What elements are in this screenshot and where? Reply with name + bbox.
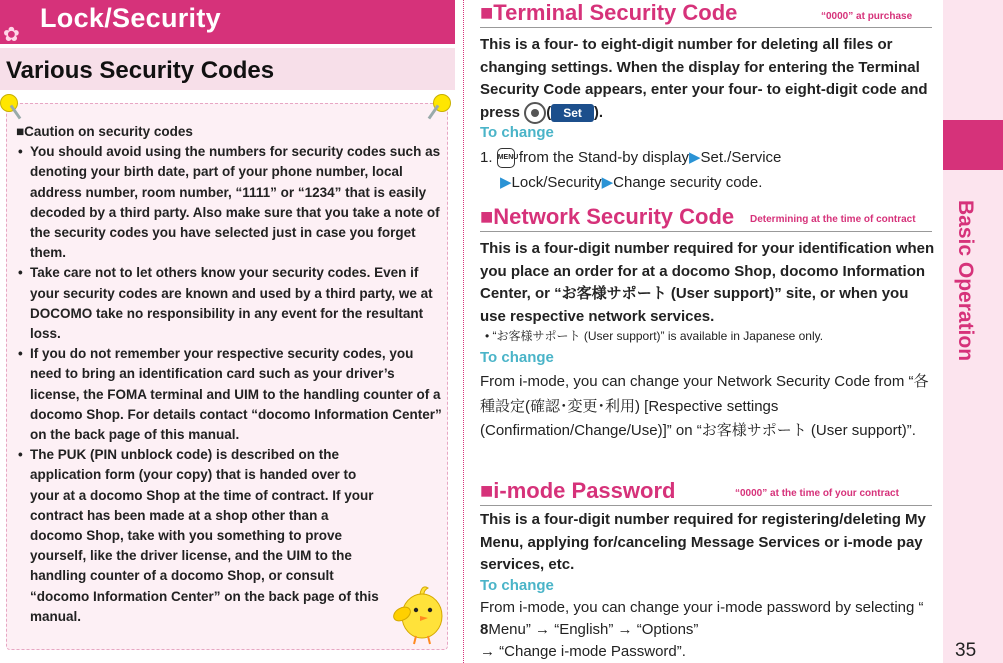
terminal-desc-end: ). [593, 103, 604, 121]
triangle-arrow-icon: ▶ [688, 149, 701, 166]
section-marker: ■ [480, 478, 494, 503]
triangle-arrow-icon: ▶ [500, 173, 512, 191]
column-divider [463, 0, 465, 663]
section-marker: ■ [480, 204, 494, 229]
network-default-note: Determining at the time of contract [750, 214, 916, 225]
triangle-arrow-icon: ▶ [601, 173, 614, 191]
terminal-default-note: “0000” at purchase [821, 11, 913, 22]
step-text: Change security code. [613, 173, 763, 191]
imode-to-change-label: To change [480, 577, 554, 594]
set-softkey: Set [551, 104, 594, 122]
key-8-icon: 8 [480, 621, 489, 638]
imode-description: This is a four-digit number required for registering/deleting My Menu, applying for/canceling Message Services or i-mode pay services, etc. [480, 511, 926, 573]
imode-change-text [480, 597, 930, 663]
section-rule [480, 505, 932, 506]
section-marker: ■ [480, 0, 494, 25]
caution-item: • If you do not remember your respective security codes, you need to bring an identification card such as your driver’s license, the FOMA terminal and UIM to the handling counter of a docomo Shop. For details contact “docomo Information Center” on the back page of this manual. [16, 344, 444, 445]
center-key-icon [524, 102, 546, 124]
terminal-desc-text: This is a four- to eight-digit number for deleting all files or changing settings. When the display for entering the Terminal Security Code appears, enter your four- to eight-digit code and press [480, 36, 928, 121]
step-number: 1. [480, 149, 493, 166]
step-text: from the Stand-by display [518, 149, 689, 166]
imode-default-note: “0000” at the time of your contract [735, 488, 899, 499]
imode-title: i-mode Password [493, 478, 676, 503]
section-title: Lock/Security [40, 3, 221, 33]
change-text: Menu” → “English” → “Options” [488, 621, 699, 638]
change-text: → “Change i-mode Password”. [480, 643, 686, 660]
terminal-to-change-label: To change [480, 124, 554, 141]
step-text: Lock/Security [511, 173, 602, 191]
caution-item: • Take care not to let others know your security codes. Even if your security codes are known and used by a third party, we at DOCOMO take no responsibility in any event for the resultant loss. [16, 263, 444, 344]
network-change-text: From i-mode, you can change your Network Security Code from “各種設定(確認･変更･利用) [Respective settings (Confirmation/Change/Use)]” on “お客様サポート (User support)”. [480, 373, 929, 439]
section-rule [480, 231, 932, 232]
chapter-label: Basic Operation [954, 200, 977, 362]
chapter-tab [943, 120, 1003, 170]
flower-icon: ✿ [3, 24, 20, 46]
terminal-steps [480, 146, 930, 195]
imode-section-heading [480, 478, 675, 504]
caution-content [16, 122, 444, 627]
change-text: From i-mode, you can change your i-mode password by selecting “ [480, 599, 924, 616]
caution-item: • The PUK (PIN unblock code) is described on the application form (your copy) that is handed over to your at a docomo Shop at the time of contract. If your contract has been made at a shop other than a docomo Shop, take with you something to prove yourself, like the driver license, and the UIM to the handling counter of a docomo Shop, or consult “docomo Information Center” on the back page of this manual. [16, 445, 444, 627]
terminal-section-heading [480, 0, 737, 26]
terminal-description: This is a four- to eight-digit number for deleting all files or changing settings. When the display for entering the Terminal Security Code appears, enter your four- to eight-digit code and press ( Set ). [480, 34, 930, 124]
caution-item: • You should avoid using the numbers for security codes such as denoting your birth date, part of your phone number, local address number, room number, “1111” or “1234” that is easily decoded by a third party. Also make sure that you take a note of the security codes you have selected just in case you forget them. [16, 142, 444, 263]
chick-mascot-icon [392, 578, 448, 646]
caution-list [16, 142, 444, 627]
section-rule [480, 27, 932, 28]
network-section-heading [480, 204, 734, 230]
step-text: Set./Service [700, 149, 782, 166]
page-title: Various Security Codes [6, 57, 275, 84]
menu-key-icon: MENU [497, 148, 515, 168]
caution-heading: ■Caution on security codes [16, 124, 193, 139]
network-to-change-label: To change [480, 349, 554, 366]
network-description: This is a four-digit number required for your identification when you place an order for at a docomo Shop, docomo Information Center, or “お客様サポート (User support)” site, or when you use respective network services. [480, 240, 935, 325]
page-number: 35 [955, 640, 977, 661]
network-title: Network Security Code [493, 204, 735, 229]
network-bullet-note: • “お客様サポート (User support)” is available in Japanese only. [485, 329, 824, 343]
terminal-title: Terminal Security Code [493, 0, 738, 25]
